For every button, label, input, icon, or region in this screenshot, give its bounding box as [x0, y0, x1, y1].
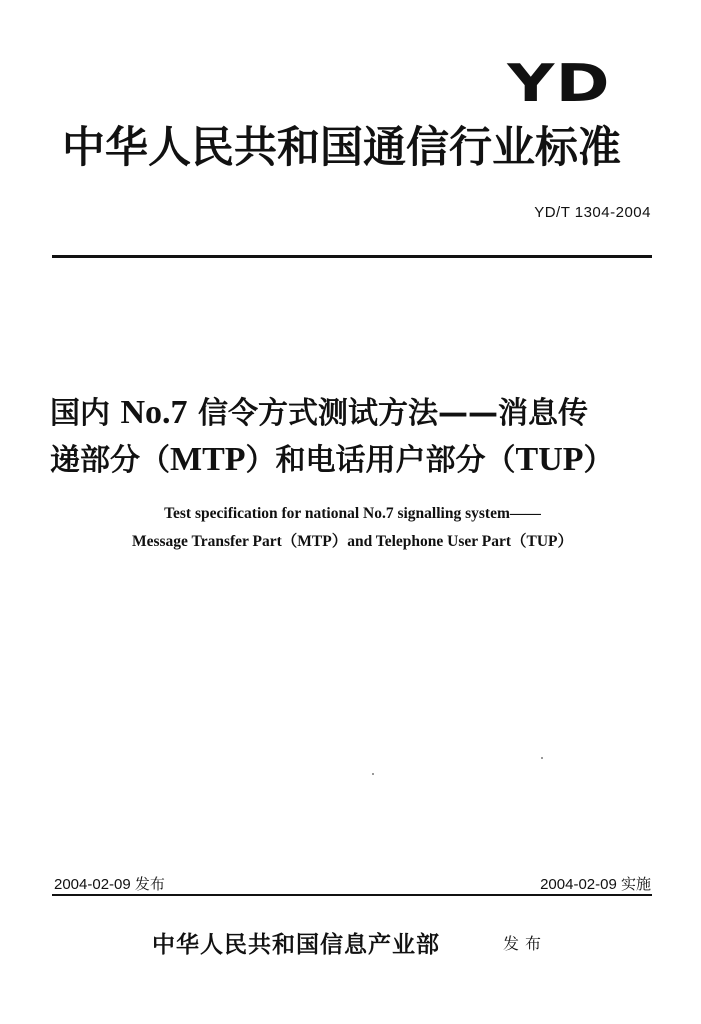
document-title-cn — [50, 390, 660, 484]
publisher-action: 发布 — [503, 934, 548, 953]
title-cn-line-2-suffix: ） — [583, 443, 614, 478]
title-en-line-2: Message Transfer Part（MTP）and Telephone User Part（TUP） — [131, 533, 573, 550]
scan-speck — [541, 757, 543, 759]
title-cn-line-2-prefix: 递部分（ — [50, 443, 170, 478]
title-cn-line-1-suffix: 信令方式测试方法——消息传 — [187, 396, 588, 431]
yd-logo: YD — [507, 54, 611, 114]
title-cn-line-1 — [50, 390, 660, 437]
title-cn-line-2 — [50, 437, 660, 484]
bottom-divider — [52, 894, 652, 896]
implementation-date: 2004-02-09 实施 — [540, 876, 651, 893]
top-divider — [52, 255, 652, 258]
publisher-name: 中华人民共和国信息产业部 — [152, 931, 440, 958]
standard-code: YD/T 1304-2004 — [534, 204, 651, 221]
title-cn-line-1-prefix: 国内 — [50, 396, 121, 431]
standard-organization-title: 中华人民共和国通信行业标准 — [62, 123, 621, 173]
issue-date: 2004-02-09 发布 — [54, 876, 165, 893]
title-cn-line-2-mtp: MTP — [170, 441, 246, 478]
document-title-en — [60, 500, 645, 556]
title-cn-line-2-tup: TUP — [515, 441, 584, 478]
title-cn-line-2-middle: ）和电话用户部分（ — [245, 443, 516, 478]
scan-speck — [372, 773, 374, 775]
title-cn-line-1-no7: No.7 — [120, 394, 188, 431]
title-en-line-1: Test specification for national No.7 signalling system—— — [164, 505, 541, 522]
